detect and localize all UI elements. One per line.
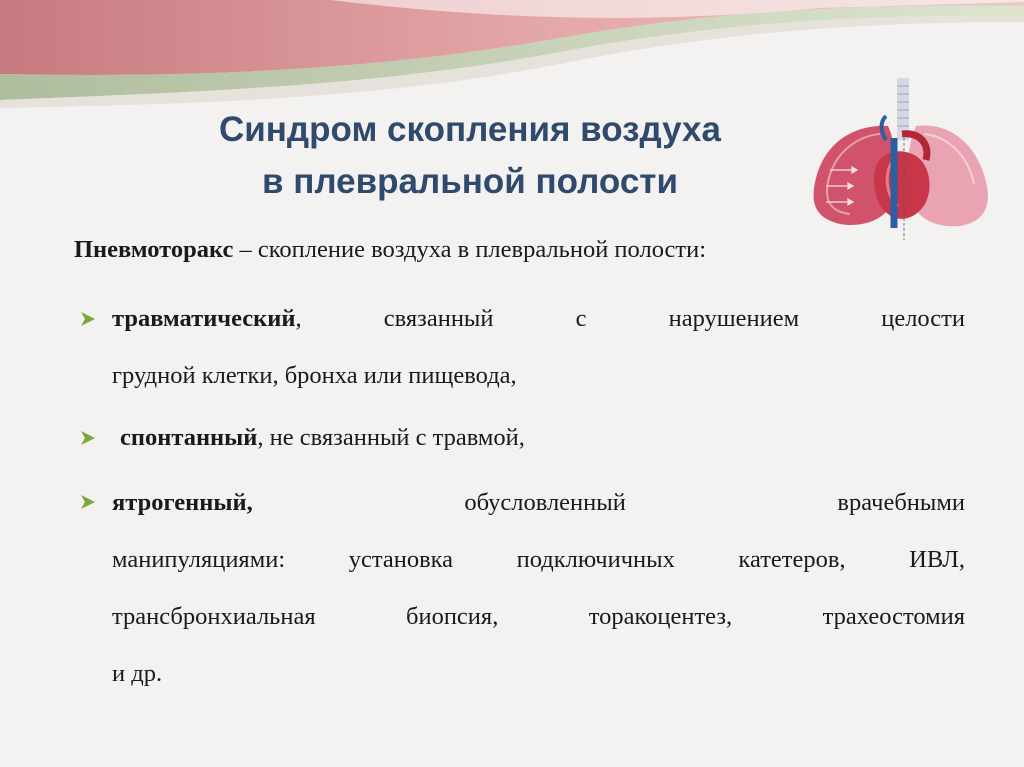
list-item-term: травматический [112, 305, 296, 332]
slide-title-line-1: Синдром скопления воздуха [219, 110, 721, 149]
list-item-traumatic-line-2: грудной клетки, бронха или пищевода, [112, 362, 517, 389]
list-item-traumatic [112, 290, 965, 404]
list-item-traumatic-line-1 [112, 290, 965, 347]
arrow-bullet-icon [78, 309, 98, 329]
definition-line [74, 236, 974, 264]
list-item-iatrogenic-line-1 [112, 474, 965, 531]
list-item-term: спонтанный [120, 424, 258, 451]
list-item-iatrogenic-line-3: трансбронхиальная биопсия, торакоцентез, трахеостомия [112, 603, 965, 630]
list-item-text: , связанный с нарушением целости [295, 305, 965, 332]
slide-title-line-2: в плевральной полости [262, 162, 678, 201]
slide-title [120, 104, 820, 208]
list-item-iatrogenic-line-2: манипуляциями: установка подключичных катетеров, ИВЛ, [112, 546, 965, 573]
list-item-iatrogenic-line-4: и др. [112, 660, 163, 687]
list-item-term: ятрогенный, [112, 489, 253, 516]
list-item-text: , не связанный с травмой, [257, 424, 525, 451]
list-item-text: обусловленный врачебными [252, 489, 965, 516]
list-item-iatrogenic [112, 474, 965, 702]
definition-text: – скопление воздуха в плевральной полости: [233, 236, 707, 263]
lungs-illustration [800, 78, 1000, 240]
arrow-bullet-icon [78, 492, 98, 512]
arrow-bullet-icon [78, 428, 98, 448]
definition-term: Пневмоторакс [74, 236, 234, 263]
list-item-spontaneous-line-1 [120, 409, 973, 466]
list-item-spontaneous [120, 409, 973, 466]
